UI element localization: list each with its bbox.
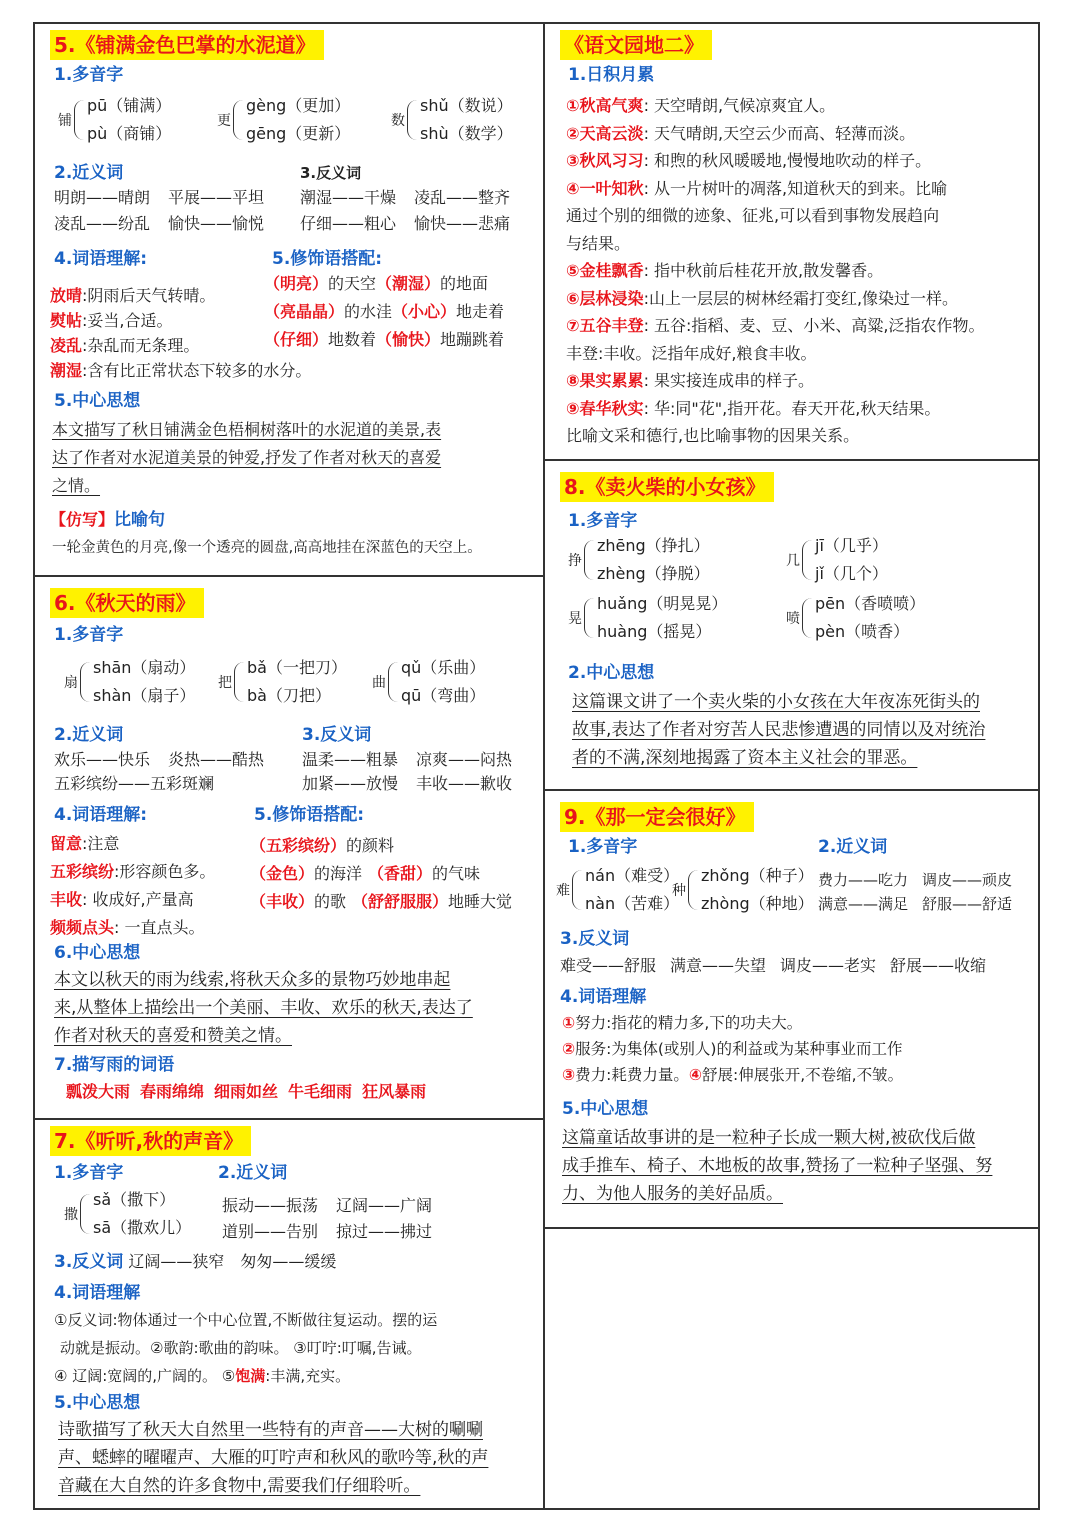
modifier-item: （仔细）地数着（愉快）地蹦跳着 bbox=[264, 330, 505, 349]
vocab-item: ②服务:为集体(或别人)的利益或为某种事业而工作 bbox=[562, 1040, 903, 1058]
column-divider bbox=[543, 22, 545, 1510]
divider bbox=[544, 1227, 1040, 1229]
modifier-heading: 5.修饰语搭配: bbox=[254, 805, 365, 825]
vocab-item: 熨帖:妥当,合适。 bbox=[50, 311, 173, 330]
imitation-sentence: 一轮金黄色的月亮,像一个透亮的圆盘,高高地挂在深蓝色的天空上。 bbox=[52, 540, 482, 556]
modifier-heading: 5.修饰语搭配: bbox=[272, 249, 383, 269]
divider bbox=[544, 459, 1040, 461]
vocab-item: ③费力:耗费力量。④舒展:伸展张开,不卷缩,不皱。 bbox=[562, 1066, 904, 1084]
daily-accumulation-heading: 1.日积月累 bbox=[568, 65, 655, 85]
vocab-list bbox=[562, 1010, 903, 1088]
polyphonic-group: 难 nán（难受） nàn（苦难） bbox=[556, 866, 680, 913]
vocab-item: 留意:注意 bbox=[50, 834, 120, 853]
vocab-item: 丰收: 收成好,产量高 bbox=[50, 890, 194, 909]
synonym-row: 费力——吃力 调皮——顽皮 bbox=[818, 871, 1013, 889]
idiom-item: ⑧果实累累: 果实接连成串的样子。 bbox=[566, 371, 815, 390]
central-idea-heading: 5.中心思想 bbox=[562, 1099, 649, 1119]
polyphonic-heading: 1.多音字 bbox=[54, 1163, 124, 1183]
polyphonic-group: 更 gèng（更加） gēng（更新） bbox=[217, 96, 351, 143]
vocab-text: ①反义词:物体通过一个中心位置,不断做往复运动。摆的运 动就是振动。②歌韵:歌曲的韵味。 ③叮咛:叮嘱,告诫。 ④ 辽阔:宽阔的,广阔的。 ⑤饱满:丰满,充实。 bbox=[54, 1311, 438, 1385]
lesson-6-title: 6.《秋天的雨》 bbox=[50, 588, 204, 618]
garden-title: 《语文园地二》 bbox=[560, 30, 712, 60]
modifier-item: （五彩缤纷）的颜料 bbox=[250, 836, 395, 855]
imitation-heading: 【仿写】比喻句 bbox=[50, 510, 166, 530]
antonym-heading: 3.反义词 bbox=[300, 164, 362, 182]
polyphonic-group: 挣 zhēng（挣扎） zhèng（挣脱） bbox=[568, 536, 710, 583]
central-idea-text: 诗歌描写了秋天大自然里一些特有的声音——大树的唰唰 声、蟋蟀的曜曜声、大雁的叮咛声和秋风的歌吟等,秋的声 音藏在大自然的许多食物中,需要我们仔细聆听。 bbox=[58, 1420, 489, 1496]
polyphonic-group: 种 zhǒng（种子） zhòng（种地） bbox=[672, 866, 814, 913]
idiom-item: ⑥层林浸染:山上一层层的树林经霜打变红,像染过一样。 bbox=[566, 288, 959, 308]
vocab-item: 放晴:阴雨后天气转晴。 bbox=[50, 286, 216, 305]
vocab-heading: 4.词语理解 bbox=[54, 1283, 141, 1303]
vocab-heading: 4.词语理解: bbox=[54, 249, 148, 269]
central-idea-text: 本文描写了秋日铺满金色梧桐树落叶的水泥道的美景,表 达了作者对水泥道美景的钟爱,抒发了作者对秋天的喜爱 之情。 bbox=[52, 420, 442, 495]
vocab-heading: 4.词语理解 bbox=[560, 987, 647, 1007]
synonym-row: 满意——满足 舒服——舒适 bbox=[818, 895, 1013, 913]
lesson-7-title: 7.《听听,秋的声音》 bbox=[50, 1126, 251, 1156]
idiom-item: ①秋高气爽: 天空晴朗,气候凉爽宜人。 bbox=[566, 96, 836, 115]
lesson-5-title: 5.《铺满金色巴掌的水泥道》 bbox=[50, 30, 324, 60]
polyphonic-group: 扇 shān（扇动） shàn（扇子） bbox=[64, 658, 196, 705]
antonym-row: 难受——舒服 满意——失望 调皮——老实 舒展——收缩 bbox=[560, 956, 987, 975]
synonym-row: 振动——振荡 辽阔——广阔 bbox=[222, 1196, 433, 1215]
divider bbox=[33, 575, 544, 577]
polyphonic-group: 几 jī（几乎） jǐ（几个） bbox=[786, 536, 888, 583]
vocab-item: 频频点头: 一直点头。 bbox=[50, 918, 205, 937]
modifier-item: （金色）的海洋 （香甜）的气味 bbox=[250, 864, 481, 883]
polyphonic-heading: 1.多音字 bbox=[568, 511, 638, 531]
polyphonic-heading: 1.多音字 bbox=[54, 65, 124, 85]
vocab-item: 潮湿:含有比正常状态下较多的水分。 bbox=[50, 361, 312, 380]
synonym-heading: 2.近义词 bbox=[54, 725, 124, 745]
idiom-item: 通过个别的细微的迹象、征兆,可以看到事物发展趋向 bbox=[566, 206, 940, 225]
idiom-item: ⑦五谷丰登: 五谷:指稻、麦、豆、小米、高粱,泛指农作物。 bbox=[566, 316, 985, 335]
synonym-row: 明朗——晴朗 平展——平坦 bbox=[54, 188, 265, 207]
synonym-row: 五彩缤纷——五彩斑斓 bbox=[54, 774, 215, 793]
idiom-item: 丰登:丰收。泛指年成好,粮食丰收。 bbox=[566, 343, 817, 363]
modifier-item: （丰收）的歌 （舒舒服服）地睡大觉 bbox=[250, 892, 513, 911]
idiom-list bbox=[566, 92, 985, 450]
idiom-item: ②天高云淡: 天气晴朗,天空云少而高、轻薄而淡。 bbox=[566, 123, 916, 143]
polyphonic-group: 把 bǎ（一把刀） bà（刀把） bbox=[218, 658, 347, 705]
polyphonic-group: 撒 sǎ（撒下） sā（撒欢儿） bbox=[64, 1190, 192, 1237]
vocab-item: ①努力:指花的精力多,下的功夫大。 bbox=[562, 1014, 803, 1032]
idiom-item: 与结果。 bbox=[566, 233, 631, 253]
modifier-list bbox=[264, 270, 504, 354]
antonym-row: 仔细——粗心 愉快——悲痛 bbox=[300, 214, 511, 233]
synonym-heading: 2.近义词 bbox=[54, 163, 124, 183]
antonym-heading: 3.反义词 bbox=[302, 725, 372, 745]
central-idea-text: 这篇课文讲了一个卖火柴的小女孩在大年夜冻死街头的 故事,表达了作者对穷苦人民悲惨遭遇的同情以及对统治 者的不满,深刻地揭露了资本主义社会的罪恶。 bbox=[572, 692, 986, 768]
central-idea-heading: 5.中心思想 bbox=[54, 1393, 141, 1413]
polyphonic-group: 晃 huǎng（明晃晃） huàng（摇晃） bbox=[568, 594, 728, 641]
lesson-9-title: 9.《那一定会很好》 bbox=[560, 802, 754, 832]
vocab-item: 凌乱:杂乱而无条理。 bbox=[50, 336, 200, 355]
central-idea-heading: 5.中心思想 bbox=[54, 391, 141, 411]
idiom-item: 比喻文采和德行,也比喻事物的因果关系。 bbox=[566, 426, 860, 445]
vocab-item: 五彩缤纷:形容颜色多。 bbox=[50, 862, 216, 881]
antonym-row: 3.反义词 辽阔——狭窄 匆匆——缓缓 bbox=[54, 1252, 337, 1272]
divider bbox=[544, 789, 1040, 791]
central-idea-heading: 2.中心思想 bbox=[568, 663, 655, 683]
vocab-list bbox=[50, 830, 215, 942]
antonym-heading: 3.反义词 bbox=[560, 929, 630, 949]
idiom-item: ⑨春华秋实: 华:同"花",指开花。春天开花,秋天结果。 bbox=[566, 398, 941, 418]
synonym-heading: 2.近义词 bbox=[218, 1163, 288, 1183]
idiom-item: ④一叶知秋: 从一片树叶的凋落,知道秋天的到来。比喻 bbox=[566, 178, 948, 198]
polyphonic-heading: 1.多音字 bbox=[54, 625, 124, 645]
synonym-row: 欢乐——快乐 炎热——酷热 bbox=[54, 750, 265, 769]
lesson-8-title: 8.《卖火柴的小女孩》 bbox=[560, 472, 774, 502]
synonym-row: 凌乱——纷乱 愉快——愉悦 bbox=[54, 214, 265, 233]
idiom-item: ③秋风习习: 和煦的秋风暖暖地,慢慢地吹动的样子。 bbox=[566, 151, 932, 170]
idiom-item: ⑤金桂飘香: 指中秋前后桂花开放,散发馨香。 bbox=[566, 261, 884, 280]
rain-words: 瓢泼大雨 春雨绵绵 细雨如丝 牛毛细雨 狂风暴雨 bbox=[66, 1082, 427, 1101]
modifier-list bbox=[250, 832, 512, 916]
vocab-heading: 4.词语理解: bbox=[54, 805, 148, 825]
central-idea-text: 本文以秋天的雨为线索,将秋天众多的景物巧妙地串起 来,从整体上描绘出一个美丽、丰收、欢乐的秋天,表达了 作者对秋天的喜爱和赞美之情。 bbox=[54, 970, 473, 1046]
polyphonic-group: 数 shǔ（数说） shù（数学） bbox=[391, 96, 513, 143]
modifier-item: （明亮）的天空（潮湿）的地面 bbox=[264, 274, 489, 293]
rain-words-heading: 7.描写雨的词语 bbox=[54, 1055, 175, 1075]
synonym-row: 道别——告别 掠过——拂过 bbox=[222, 1222, 433, 1241]
antonym-row: 温柔——粗暴 凉爽——闷热 bbox=[302, 750, 513, 769]
antonym-row: 加紧——放慢 丰收——歉收 bbox=[302, 774, 513, 793]
divider bbox=[33, 1118, 544, 1120]
synonym-heading: 2.近义词 bbox=[818, 837, 888, 857]
central-idea-heading: 6.中心思想 bbox=[54, 943, 141, 963]
polyphonic-group: 喷 pēn（香喷喷） pèn（喷香） bbox=[786, 594, 926, 641]
antonym-row: 潮湿——干燥 凌乱——整齐 bbox=[300, 188, 511, 207]
central-idea-text: 这篇童话故事讲的是一粒种子长成一颗大树,被砍伐后做 成手推车、椅子、木地板的故事,赞扬了一粒种子坚强、努 力、为他人服务的美好品质。 bbox=[562, 1128, 993, 1204]
polyphonic-group: 曲 qǔ（乐曲） qū（弯曲） bbox=[372, 658, 486, 705]
polyphonic-group: 铺 pū（铺满） pù（商铺） bbox=[58, 96, 172, 143]
polyphonic-heading: 1.多音字 bbox=[568, 837, 638, 857]
modifier-item: （亮晶晶）的水洼（小心）地走着 bbox=[264, 302, 505, 321]
